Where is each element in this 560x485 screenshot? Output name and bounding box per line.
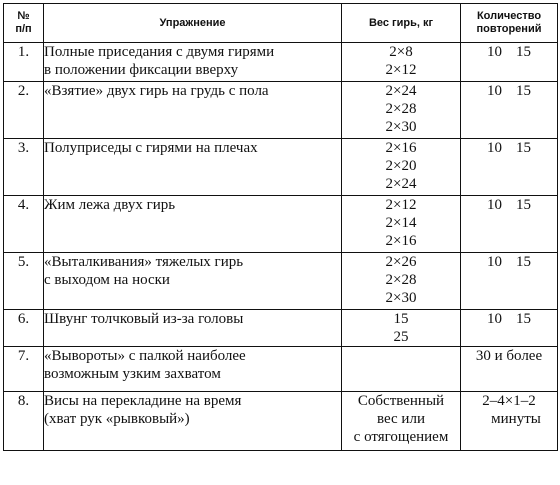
row-reps: 10 15 (461, 82, 558, 139)
row-reps: 10 15 (461, 310, 558, 347)
header-number: № п/п (4, 4, 44, 43)
row-weight: 15 25 (342, 310, 461, 347)
row-weight: 2×24 2×28 2×30 (342, 82, 461, 139)
row-number: 7. (4, 347, 44, 392)
row-number: 3. (4, 139, 44, 196)
row-reps: 10 15 (461, 253, 558, 310)
row-weight: Собственный вес или с отягощением (342, 392, 461, 451)
table-row (4, 310, 558, 347)
table-row (4, 43, 558, 82)
row-exercise: «Выталкивания» тяжелых гирь с выходом на носки (44, 253, 342, 310)
header-weight: Вес гирь, кг (342, 4, 461, 43)
row-weight: 2×16 2×20 2×24 (342, 139, 461, 196)
header-row (4, 4, 558, 43)
row-weight: 2×12 2×14 2×16 (342, 196, 461, 253)
row-weight: 2×8 2×12 (342, 43, 461, 82)
row-number: 1. (4, 43, 44, 82)
row-reps: 30 и более (461, 347, 558, 392)
row-exercise: Швунг толчковый из-за головы (44, 310, 342, 347)
row-number: 6. (4, 310, 44, 347)
table-row (4, 347, 558, 392)
header-exercise: Упражнение (44, 4, 342, 43)
row-reps: 10 15 (461, 43, 558, 82)
row-reps: 2–4×1–2 минуты (461, 392, 558, 451)
row-exercise: Полуприседы с гирями на плечах (44, 139, 342, 196)
header-reps: Количество повторений (461, 4, 558, 43)
row-number: 4. (4, 196, 44, 253)
table-row (4, 392, 558, 451)
row-exercise: Полные приседания с двумя гирями в положении фиксации вверху (44, 43, 342, 82)
row-weight: 2×26 2×28 2×30 (342, 253, 461, 310)
row-number: 2. (4, 82, 44, 139)
row-reps: 10 15 (461, 139, 558, 196)
row-exercise: «Вывороты» с палкой наиболее возможным узким захватом (44, 347, 342, 392)
table-row (4, 253, 558, 310)
row-weight-empty (342, 347, 461, 392)
table-row (4, 196, 558, 253)
table-row (4, 82, 558, 139)
row-exercise: «Взятие» двух гирь на грудь с пола (44, 82, 342, 139)
row-number: 5. (4, 253, 44, 310)
row-exercise: Висы на перекладине на время (хват рук «рывковый») (44, 392, 342, 451)
table-row (4, 139, 558, 196)
exercise-table (3, 3, 558, 451)
row-reps: 10 15 (461, 196, 558, 253)
row-number: 8. (4, 392, 44, 451)
row-exercise: Жим лежа двух гирь (44, 196, 342, 253)
